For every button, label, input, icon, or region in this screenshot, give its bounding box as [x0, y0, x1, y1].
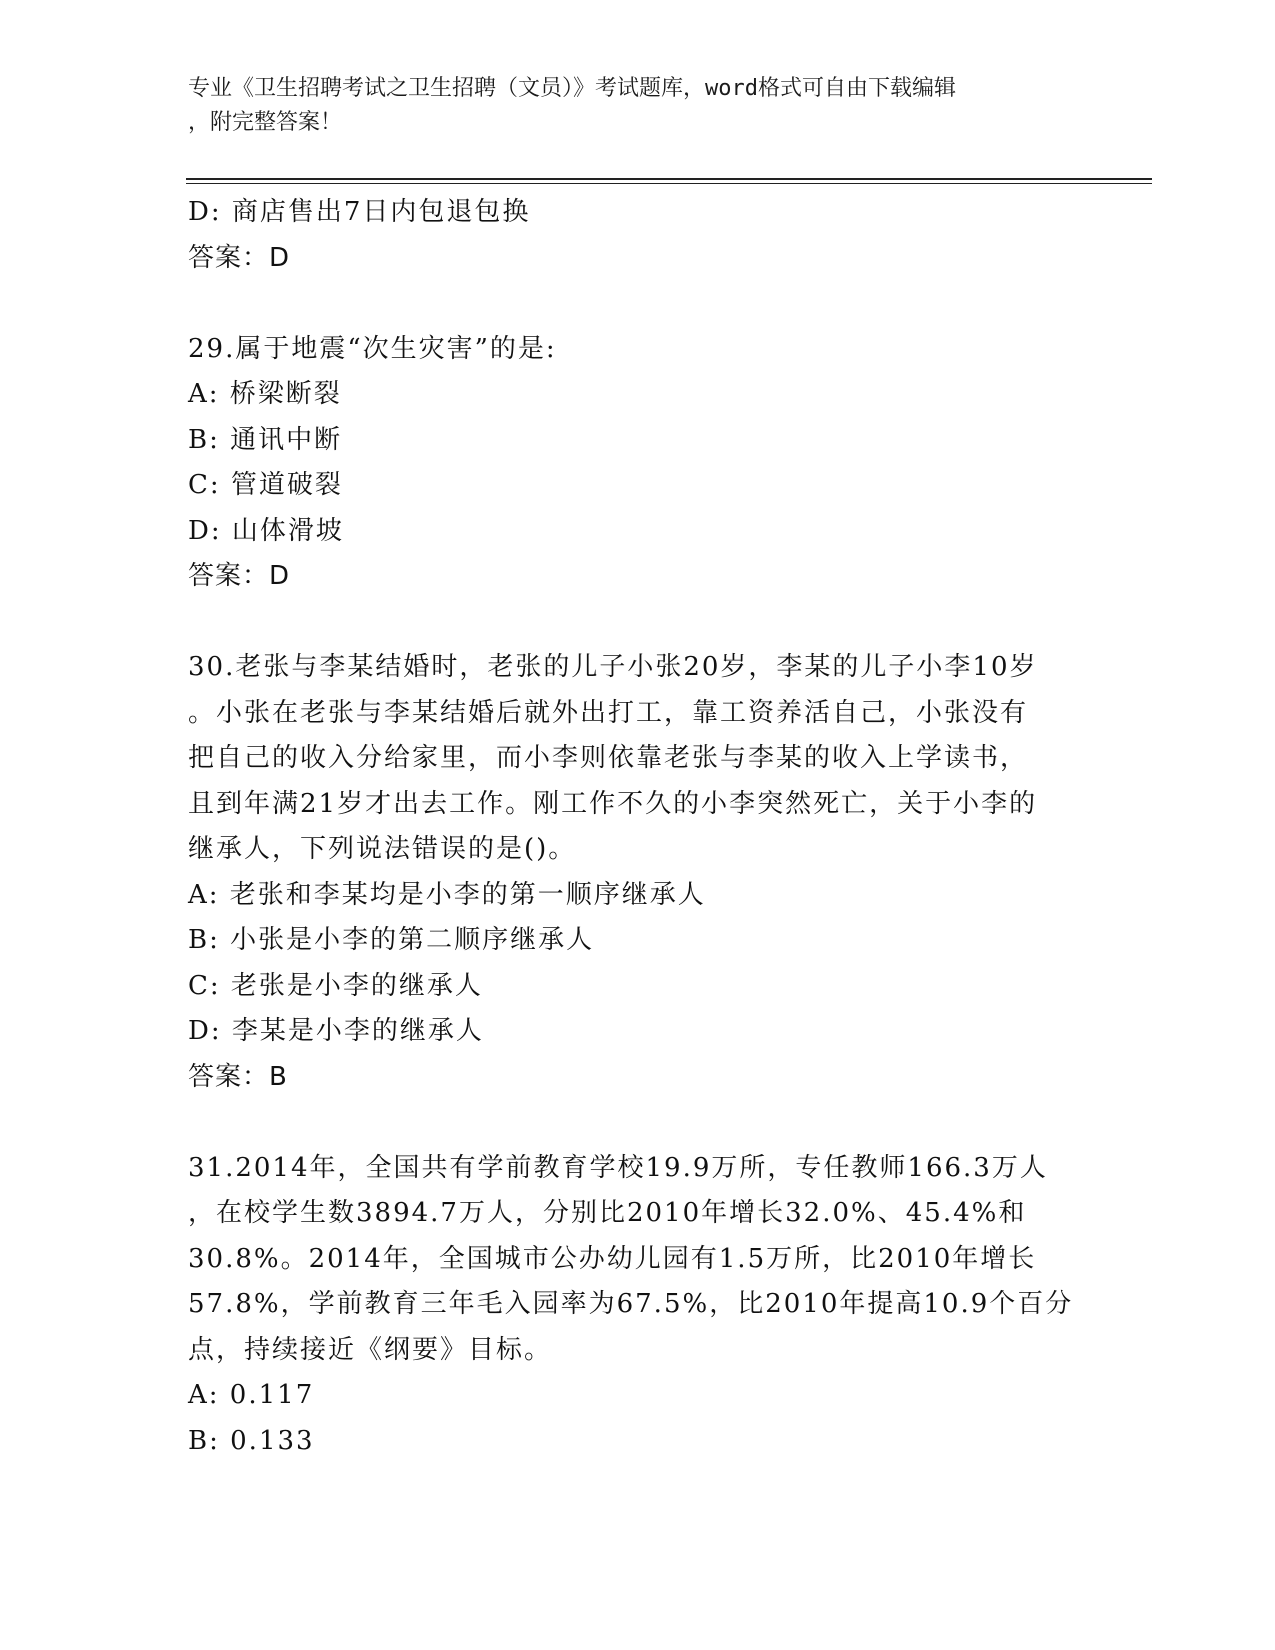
question-30-option-a: A: 老张和李某均是小李的第一顺序继承人 — [188, 879, 706, 910]
question-29-option-b: B: 通讯中断 — [188, 424, 343, 455]
question-31-stem-line: 31.2014年，全国共有学前教育学校19.9万所，专任教师166.3万人 — [188, 1152, 1048, 1183]
question-30-stem-line: 把自己的收入分给家里，而小李则依靠老张与李某的收入上学读书， — [188, 743, 1029, 773]
question-29-stem: 29.属于地震“次生灾害”的是: — [188, 333, 557, 364]
question-29-option-a: A: 桥梁断裂 — [188, 379, 342, 409]
question-30-stem-line: 30.老张与李某结婚时，老张的儿子小张20岁，李某的儿子小李10岁 — [188, 652, 1038, 682]
question-30-option-c: C: 老张是小李的继承人 — [188, 970, 483, 1001]
question-31-stem-line: 点，持续接近《纲要》目标。 — [188, 1334, 553, 1365]
question-29-option-d: D: 山体滑坡 — [188, 515, 344, 546]
option-d: D: 商店售出7日内包退包换 — [188, 197, 531, 227]
header-divider — [186, 178, 1152, 180]
question-31-stem-line: ，在校学生数3894.7万人，分别比2010年增长32.0%、45.4%和 — [188, 1198, 1027, 1228]
question-29-option-c: C: 管道破裂 — [188, 470, 343, 500]
document-header — [188, 72, 1068, 140]
question-31-stem-line: 30.8%。2014年，全国城市公办幼儿园有1.5万所，比2010年增长 — [188, 1243, 1037, 1274]
question-31-stem-line: 57.8%，学前教育三年毛入园率为67.5%，比2010年提高10.9个百分 — [188, 1289, 1074, 1319]
answer-line: 答案：D — [188, 242, 291, 273]
header-divider-thin — [186, 183, 1152, 184]
question-29-answer: 答案：D — [188, 561, 291, 591]
question-30-stem-line: 且到年满21岁才出去工作。刚工作不久的小李突然死亡，关于小李的 — [188, 788, 1038, 819]
question-list — [188, 190, 1088, 1464]
question-30-option-d: D: 李某是小李的继承人 — [188, 1016, 484, 1046]
header-line-1: 专业《卫生招聘考试之卫生招聘（文员）》考试题库，word格式可自由下载编辑 — [188, 76, 956, 101]
question-30-stem-line: 继承人，下列说法错误的是()。 — [188, 834, 577, 864]
question-31-option-b: B: 0.133 — [188, 1425, 315, 1456]
question-30-stem-line: 。小张在老张与李某结婚后就外出打工，靠工资养活自己，小张没有 — [188, 697, 1029, 728]
question-31-option-a: A: 0.117 — [188, 1380, 315, 1410]
question-30-option-b: B: 小张是小李的第二顺序继承人 — [188, 925, 595, 955]
question-30-answer: 答案：B — [188, 1061, 288, 1092]
header-line-2: ，附完整答案！ — [188, 110, 343, 135]
